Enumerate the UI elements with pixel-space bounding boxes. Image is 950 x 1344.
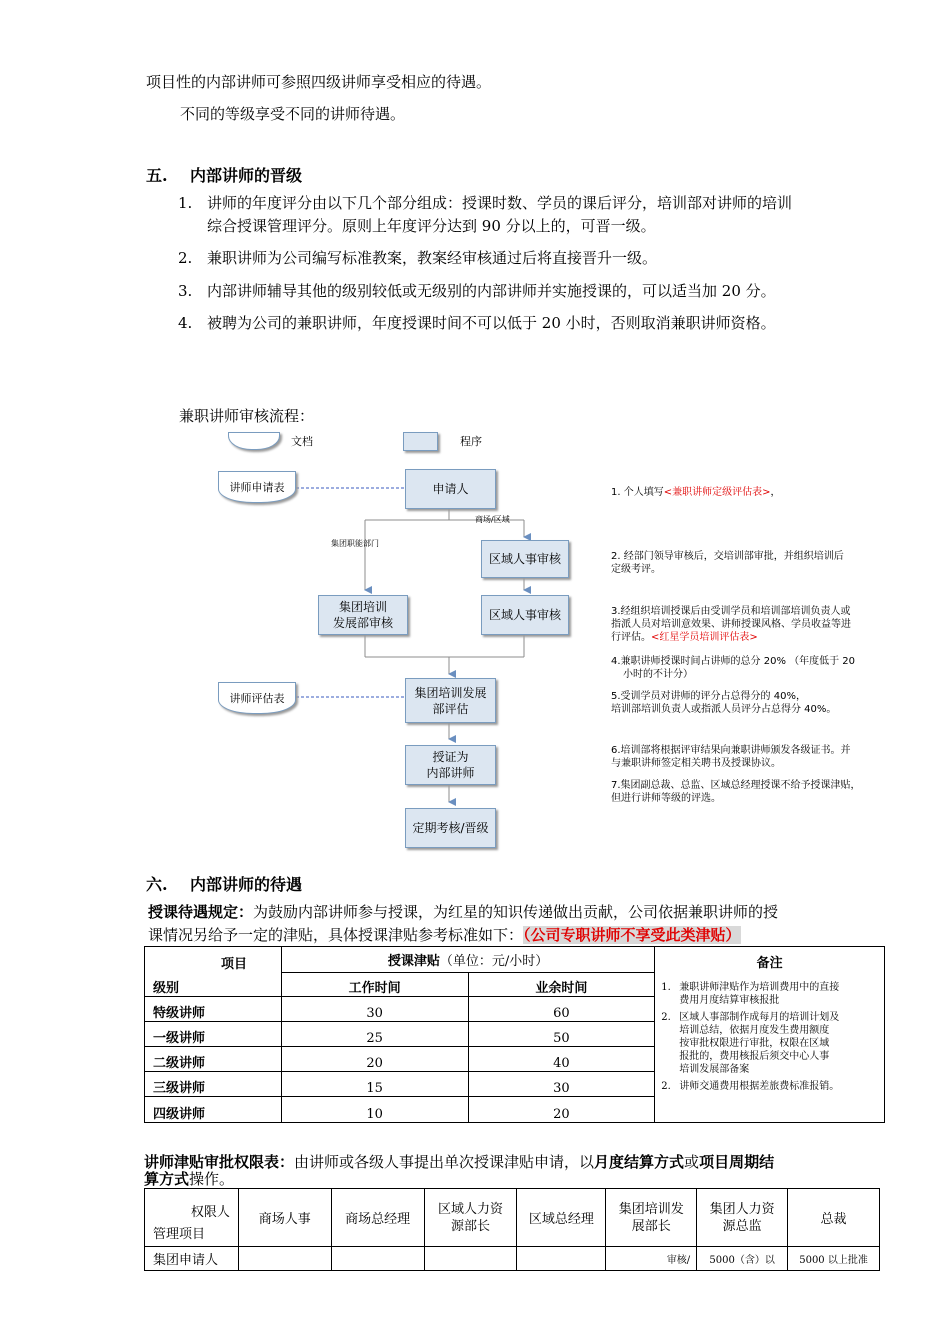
- table-row: 集团申请人 审核/ 5000（含）以 5000 以上批准: [145, 1247, 880, 1271]
- proc-applicant: 申请人: [405, 469, 496, 509]
- flow-title: 兼职讲师审核流程：: [179, 407, 315, 425]
- approval-col: 总裁: [788, 1189, 880, 1247]
- flow-note-4: 4.兼职讲师授课时间占讲师的总分 20% （年度低于 20 小时的不计分）: [611, 656, 856, 680]
- section6-title: 内部讲师的待遇: [190, 875, 303, 894]
- s5-item-1-num: 1.: [178, 194, 193, 212]
- approval-col: 集团培训发 展部长: [606, 1189, 697, 1247]
- section5-title: 内部讲师的晋级: [190, 166, 303, 185]
- approval-col: 集团人力资 源总监: [697, 1189, 788, 1247]
- rule-line-2: 课情况另给予一定的津贴，具体授课津贴参考标准如下：（公司专职讲师不享受此类津贴）: [148, 926, 741, 944]
- header-spare-time: 业余时间: [468, 973, 655, 997]
- flow-note-2: 2. 经部门领导审核后，交培训部审批，并组织培训后 定级考评。: [611, 551, 844, 575]
- legend-proc-label: 程序: [460, 435, 482, 448]
- approval-col: 区域总经理: [517, 1189, 606, 1247]
- approval-line-1: 讲师津贴审批权限表：由讲师或各级人事提出单次授课津贴申请，以月度结算方式或项目周期结: [144, 1153, 775, 1171]
- flow-note-5: 5.受训学员对讲师的评分占总得分的 40%， 培训部培训负责人或指派人员评分占总得分 40%。: [611, 691, 837, 715]
- rule-line-1: 授课待遇规定：为鼓励内部讲师参与授课，为红星的知识传递做出贡献，公司依据兼职讲师的授: [148, 903, 779, 921]
- branch-group-label: 集团职能部门: [331, 539, 379, 548]
- s5-item-2-line1: 兼职讲师为公司编写标准教案，教案经审核通过后将直接晋升一级。: [207, 249, 658, 267]
- table-row: 三级讲师 15 30: [145, 1072, 885, 1097]
- intro-line-1: 项目性的内部讲师可参照四级讲师享受相应的待遇。: [146, 73, 492, 91]
- approval-table: [144, 1188, 880, 1271]
- section6-number: 六.: [146, 875, 168, 894]
- proc-group-dept-review: 集团培训 发展部审核: [318, 595, 408, 635]
- flow-note-7: 7.集团副总裁、总监、区域总经理授课不给予授课津贴， 但进行讲师等级的评选。: [611, 780, 861, 804]
- s5-item-3-line1: 内部讲师辅导其他的级别较低或无级别的内部讲师并实施授课的，可以适当加 20 分。: [207, 282, 776, 300]
- doc-lecturer-application: 讲师申请表: [218, 471, 296, 503]
- approval-header-corner: 权限人 管理项目: [145, 1189, 239, 1247]
- table-row: 一级讲师 25 50: [145, 1022, 885, 1047]
- header-work-time: 工作时间: [281, 973, 468, 997]
- proc-region-hr-2: 区域人事审核: [481, 595, 569, 635]
- table-row: 特级讲师 30 60: [145, 997, 885, 1022]
- header-allowance: 授课津贴（单位：元/小时）: [281, 947, 654, 973]
- proc-certification: 授证为 内部讲师: [405, 745, 496, 785]
- s5-item-2-num: 2.: [178, 249, 193, 267]
- approval-line-2: 算方式操作。: [144, 1170, 235, 1188]
- doc-lecturer-evaluation: 讲师评估表: [218, 682, 296, 714]
- header-item-level: 项目 级别: [145, 947, 282, 997]
- table-row: 四级讲师 10 20: [145, 1097, 885, 1123]
- s5-item-1-line2: 综合授课管理评分。原则上年度评分达到 90 分以上的，可晋一级。: [207, 217, 656, 235]
- allowance-table: [144, 946, 885, 1123]
- rule-red-note: （公司专职讲师不享受此类津贴）: [523, 926, 741, 944]
- s5-item-4-num: 4.: [178, 314, 193, 332]
- proc-periodic-review: 定期考核/晋级: [405, 808, 496, 848]
- approval-col: 商场人事: [238, 1189, 331, 1247]
- branch-mall-label: 商场/区域: [475, 515, 510, 524]
- note-1: 1. 兼职讲师津贴作为培训费用中的直接 费用月度结算审核报批: [661, 982, 840, 1006]
- proc-group-evaluation: 集团培训发展 部评估: [405, 678, 496, 723]
- section5-number: 五.: [146, 166, 168, 185]
- note-3: 2. 讲师交通费用根据差旅费标准报销。: [661, 1081, 840, 1092]
- s5-item-3-num: 3.: [178, 282, 193, 300]
- flow-note-1: 1. 个人填写<兼职讲师定级评估表>，: [611, 487, 781, 498]
- flow-note-3: 3.经组织培训授课后由受训学员和培训部培训负责人或 指派人员对培训意效果、讲师授课风格、学员收益等进 行评估。<红星学员培训评估表>: [611, 606, 851, 643]
- notes-cell: 备注 1. 兼职讲师津贴作为培训费用中的直接 费用月度结算审核报批 2. 区域人事部制作成每月的培训计划及 培训总结，依据月度发生费用额度 按审批权限进行审批，权限在区域 报批的，费用核报后须交中心人事 培训发展部备案 2. 讲师交通费用根据差旅费标准报销。: [655, 947, 885, 1123]
- proc-region-hr-1: 区域人事审核: [481, 540, 569, 578]
- legend-doc-label: 文档: [291, 435, 313, 448]
- s5-item-1-line1: 讲师的年度评分由以下几个部分组成：授课时数、学员的课后评分，培训部对讲师的培训: [207, 194, 793, 212]
- note-2: 2. 区域人事部制作成每月的培训计划及 培训总结，依据月度发生费用额度 按审批权限进行审批，权限在区域 报批的，费用核报后须交中心人事 培训发展部备案: [661, 1012, 840, 1075]
- s5-item-4-line1: 被聘为公司的兼职讲师，年度授课时间不可以低于 20 小时，否则取消兼职讲师资格。: [207, 314, 776, 332]
- table-row: 二级讲师 20 40: [145, 1047, 885, 1072]
- approval-col: 商场总经理: [331, 1189, 424, 1247]
- intro-line-2: 不同的等级享受不同的讲师待遇。: [180, 105, 406, 123]
- approval-col: 区域人力资 源部长: [424, 1189, 517, 1247]
- flow-note-6: 6.培训部将根据评审结果向兼职讲师颁发各级证书。并 与兼职讲师签定相关聘书及授课协议。: [611, 745, 851, 769]
